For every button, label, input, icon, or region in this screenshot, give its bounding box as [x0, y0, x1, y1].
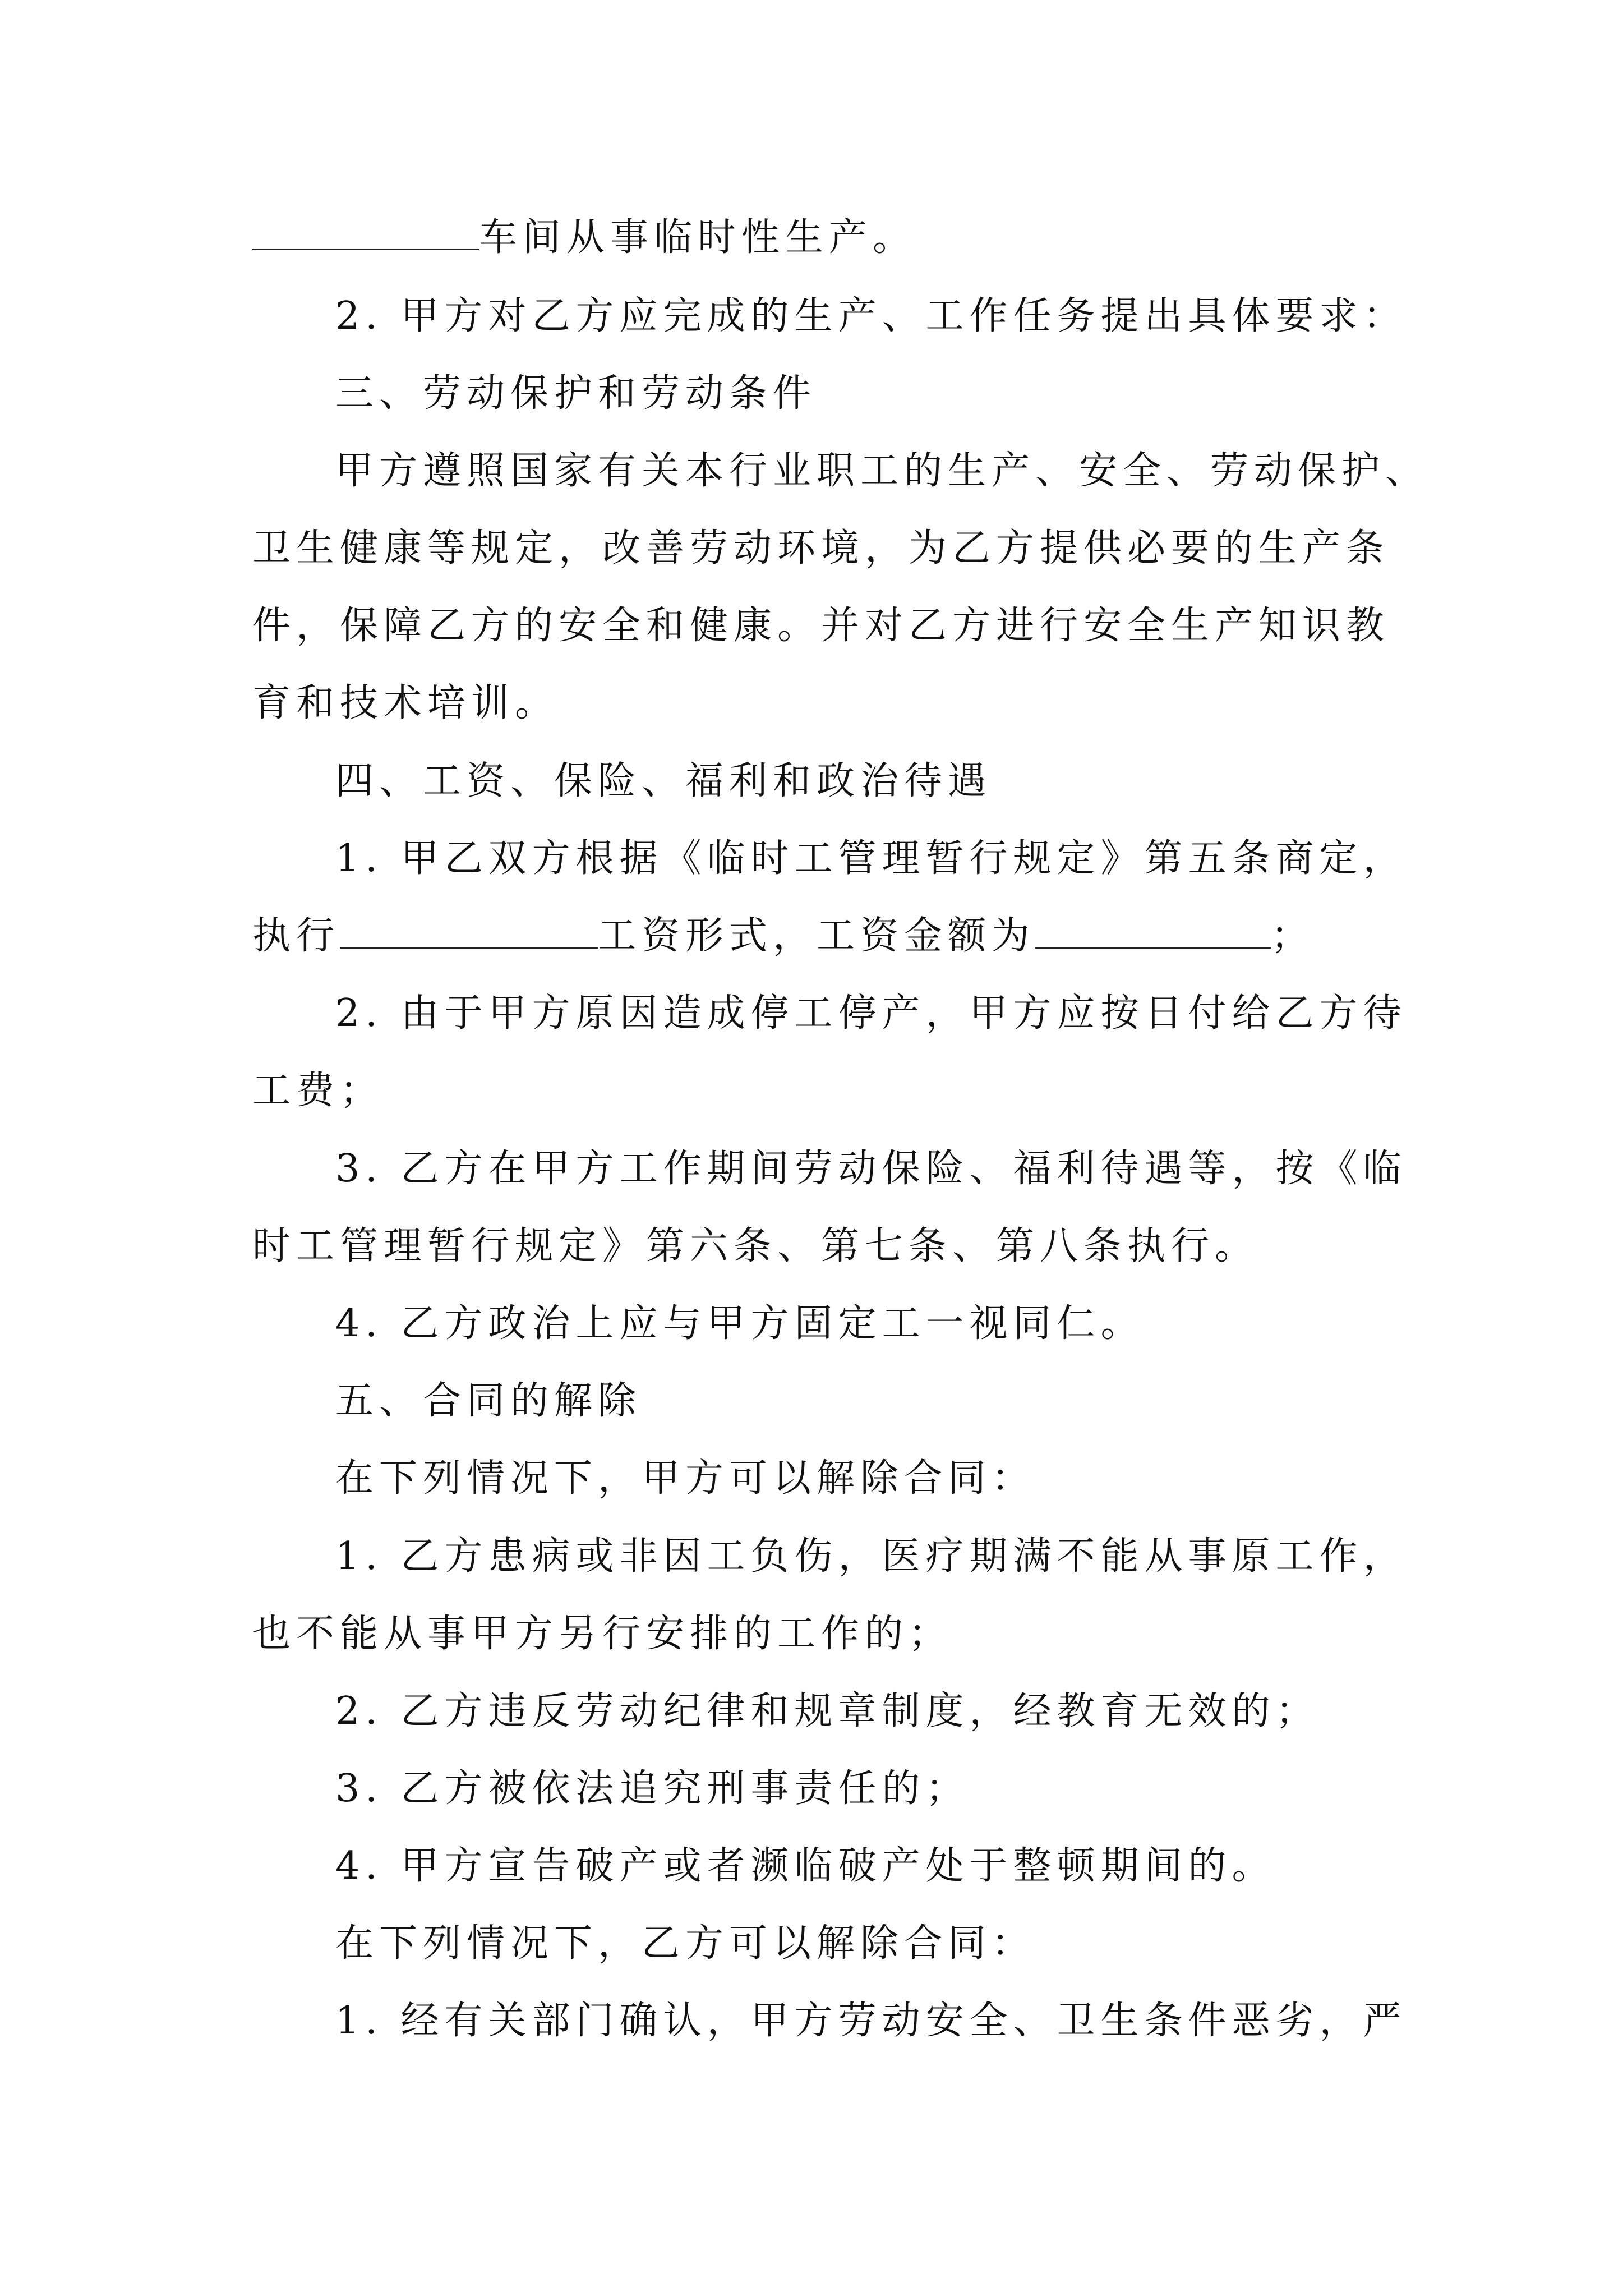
fill-in-blank[interactable] [252, 215, 479, 250]
text-line: 3. 乙方在甲方工作期间劳动保险、福利待遇等，按《临 [335, 1147, 1407, 1191]
fill-in-blank[interactable] [340, 914, 598, 949]
text-line: 在下列情况下，甲方可以解除合同： [335, 1456, 1036, 1501]
text-line: 卫生健康等规定，改善劳动环境，为乙方提供必要的生产条 [252, 526, 1390, 570]
text-line: 甲方遵照国家有关本行业职工的生产、安全、劳动保护、 [335, 449, 1430, 493]
text-line: 1. 乙方患病或非因工负伤，医疗期满不能从事原工作， [335, 1534, 1407, 1579]
text-line: 件，保障乙方的安全和健康。并对乙方进行安全生产知识教 [252, 604, 1390, 648]
text-line: 2. 乙方违反劳动纪律和规章制度，经教育无效的； [335, 1689, 1320, 1733]
section-heading: 三、劳动保护和劳动条件 [335, 371, 817, 416]
text-line: 在下列情况下，乙方可以解除合同： [335, 1921, 1036, 1966]
text-line: 1. 甲乙双方根据《临时工管理暂行规定》第五条商定， [335, 836, 1407, 881]
text-line: 工费； [252, 1069, 384, 1113]
fill-in-blank[interactable] [1035, 914, 1271, 949]
text-line: 也不能从事甲方另行安排的工作的； [252, 1612, 953, 1656]
text-line: 育和技术培训。 [252, 681, 559, 725]
text-line: 车间从事临时性生产。 [252, 212, 916, 264]
text-line: 2. 甲方对乙方应完成的生产、工作任务提出具体要求： [335, 294, 1407, 338]
section-heading: 四、工资、保险、福利和政治待遇 [335, 759, 992, 803]
text-line: 1. 经有关部门确认，甲方劳动安全、卫生条件恶劣，严 [335, 1999, 1407, 2043]
text-line: 2. 由于甲方原因造成停工停产，甲方应按日付给乙方待 [335, 991, 1407, 1036]
text-line: 3. 乙方被依法追究刑事责任的； [335, 1766, 970, 1811]
section-heading: 五、合同的解除 [335, 1379, 642, 1423]
text-line: 4. 甲方宣告破产或者濒临破产处于整顿期间的。 [335, 1844, 1276, 1888]
text-line: 时工管理暂行规定》第六条、第七条、第八条执行。 [252, 1224, 1259, 1268]
text-line: 执行 工资形式，工资金额为 ； [252, 914, 1315, 958]
text-line: 4. 乙方政治上应与甲方固定工一视同仁。 [335, 1301, 1145, 1346]
